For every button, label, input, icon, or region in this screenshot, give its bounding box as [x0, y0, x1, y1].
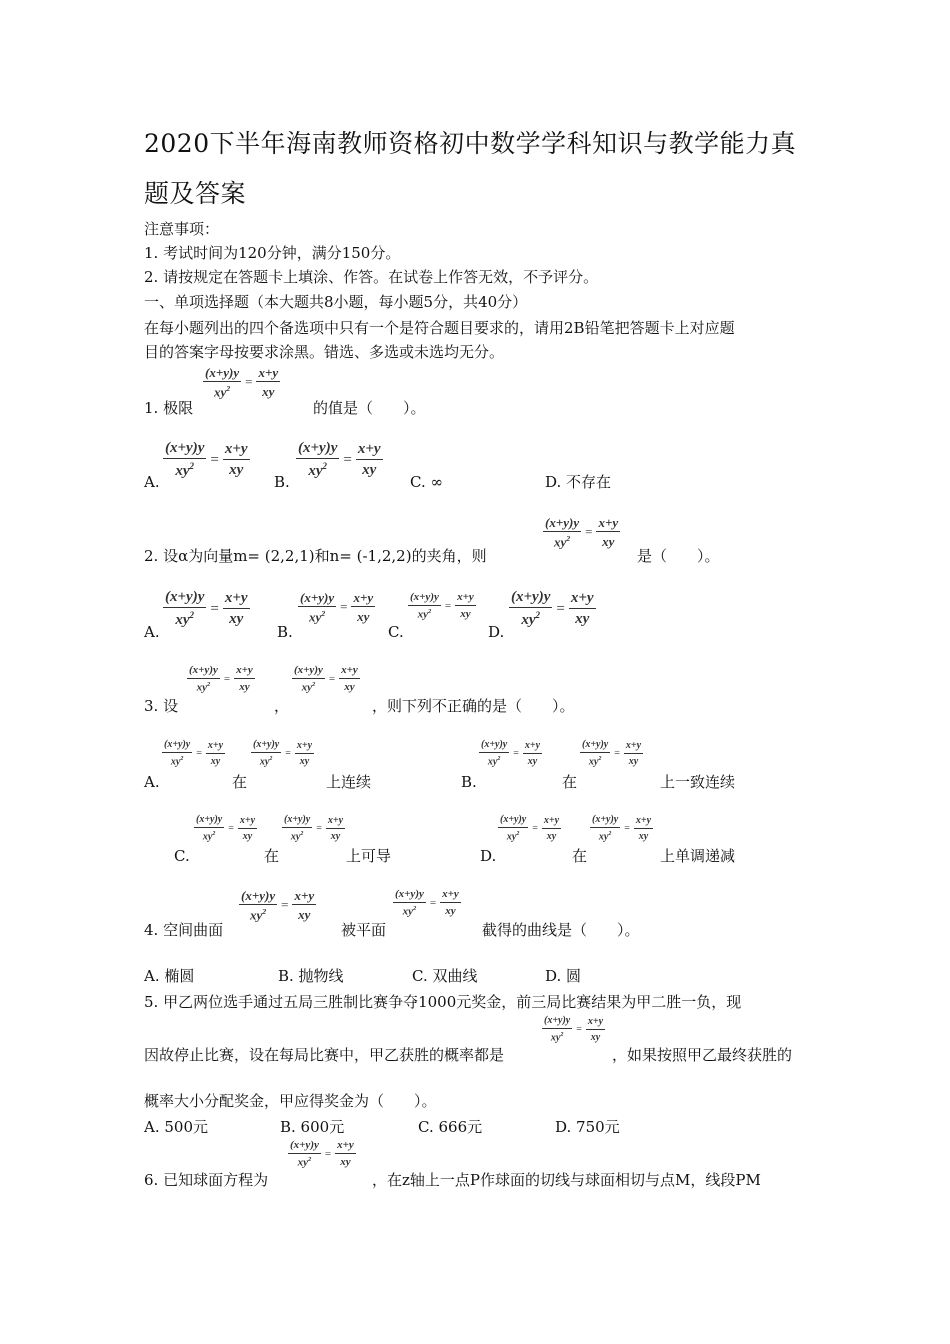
- formula-left-denominator: [197, 679, 211, 694]
- formula-right-fraction: [351, 591, 375, 623]
- formula-image: [239, 889, 316, 921]
- formula-image: [542, 1016, 605, 1043]
- formula-equals-sign: =: [585, 524, 593, 540]
- q2-stem: 2. 设α为向量m= (2,2,1)和n= (-1,2,2)的夹角，则: [144, 547, 487, 565]
- formula-right-fraction: [339, 665, 360, 693]
- q3-option-a-label: A.: [144, 773, 160, 791]
- formula-left-fraction: [288, 1140, 321, 1169]
- formula-right-fraction: [234, 665, 255, 693]
- formula-den-base: xy: [170, 756, 181, 768]
- formula-right-fraction: [223, 442, 250, 478]
- formula-right-fraction: [542, 816, 561, 842]
- formula-equals-sign: =: [223, 673, 231, 686]
- formula-left-numerator: (x+y)y: [498, 815, 528, 828]
- q2-option-b-label: B.: [277, 623, 293, 641]
- formula-left-numerator: (x+y)y: [545, 515, 580, 530]
- formula-right-denominator: xy: [299, 755, 310, 767]
- formula-right-denominator: xy: [210, 755, 221, 767]
- formula-image: [509, 590, 596, 628]
- formula-image: [162, 740, 225, 767]
- q3-option-b-label: B.: [461, 773, 477, 791]
- formula-left-denominator: [551, 1029, 563, 1043]
- formula-left-denominator: [250, 905, 266, 921]
- formula-image: [393, 889, 461, 918]
- formula-left-fraction: [187, 665, 220, 694]
- formula-left-numerator: (x+y)y: [163, 590, 206, 608]
- formula-left-denominator: [171, 753, 183, 767]
- formula-den-exponent: 2: [535, 610, 541, 620]
- formula-right-denominator: xy: [357, 609, 370, 625]
- q3-comma: ，: [274, 697, 290, 715]
- formula-equals-sign: =: [614, 748, 620, 760]
- formula-equals-sign: =: [444, 600, 452, 613]
- formula-right-numerator: x+y: [455, 592, 476, 606]
- formula-den-base: xy: [301, 681, 312, 694]
- formula-den-exponent: 2: [307, 1156, 312, 1163]
- formula-left-denominator: [175, 608, 194, 628]
- q4-stem: 4. 空间曲面: [144, 921, 224, 939]
- formula-right-numerator: x+y: [294, 888, 315, 904]
- formula-left-fraction: [498, 815, 528, 842]
- formula-right-denominator: xy: [527, 755, 538, 767]
- q4-stem-mid: 被平面: [341, 921, 387, 939]
- formula-den-exponent: 2: [497, 756, 501, 762]
- q5-line-2-start: 因故停止比赛，设在每局比赛中，甲乙获胜的概率都是: [144, 1046, 505, 1064]
- q1-option-b-label: B.: [274, 473, 290, 491]
- q1-stem: 1. 极限: [144, 399, 194, 417]
- formula-left-numerator: (x+y)y: [163, 441, 206, 459]
- q2-option-a-label: A.: [144, 623, 160, 641]
- formula-den-base: xy: [550, 1032, 561, 1044]
- formula-right-denominator: xy: [575, 611, 590, 627]
- q3-stem: 3. 设: [144, 697, 179, 715]
- formula-den-base: xy: [297, 1156, 308, 1169]
- formula-image: [251, 740, 314, 767]
- formula-right-numerator: x+y: [598, 515, 619, 531]
- formula-right-denominator: xy: [242, 830, 253, 842]
- formula-equals-sign: =: [228, 823, 234, 835]
- q3-option-c-in: 在: [264, 847, 280, 865]
- formula-right-numerator: x+y: [223, 591, 250, 609]
- q3-option-d-in: 在: [572, 847, 588, 865]
- formula-den-base: xy: [213, 384, 227, 400]
- formula-image: [288, 1140, 356, 1169]
- formula-right-denominator: xy: [344, 681, 355, 694]
- formula-left-denominator: [291, 828, 303, 842]
- formula-left-denominator: [203, 828, 215, 842]
- formula-left-denominator: [214, 382, 230, 398]
- formula-left-fraction: [239, 889, 277, 921]
- q5-line-1: 5. 甲乙两位选手通过五局三胜制比赛争夺1000元奖金，前三局比赛结果为甲二胜一负，现: [144, 993, 742, 1011]
- formula-left-fraction: [296, 441, 339, 479]
- formula-equals-sign: =: [324, 1148, 332, 1161]
- formula-image: [498, 815, 561, 842]
- formula-right-fraction: [238, 816, 257, 842]
- formula-image: [479, 740, 542, 767]
- formula-den-exponent: 2: [311, 681, 316, 688]
- formula-right-fraction: [335, 1140, 356, 1168]
- q3-option-d-tail: 上单调递减: [660, 847, 736, 865]
- formula-equals-sign: =: [210, 451, 219, 468]
- formula-right-denominator: xy: [239, 681, 250, 694]
- formula-left-denominator: [298, 1154, 312, 1169]
- formula-equals-sign: =: [556, 600, 565, 617]
- formula-left-numerator: (x+y)y: [509, 590, 552, 608]
- formula-left-fraction: [194, 815, 224, 842]
- formula-den-base: xy: [506, 831, 517, 843]
- formula-den-base: xy: [175, 463, 190, 479]
- q4-option-d: D. 圆: [545, 967, 582, 985]
- formula-equals-sign: =: [328, 673, 336, 686]
- q3-option-a-tail: 上连续: [326, 773, 372, 791]
- formula-left-fraction: [542, 1016, 572, 1043]
- formula-den-base: xy: [487, 756, 498, 768]
- q3-option-b-tail: 上一致连续: [660, 773, 736, 791]
- formula-left-denominator: [599, 828, 611, 842]
- formula-image: [163, 590, 250, 628]
- formula-den-base: xy: [417, 608, 428, 621]
- formula-left-numerator: (x+y)y: [542, 1016, 572, 1029]
- formula-left-numerator: (x+y)y: [205, 365, 240, 380]
- formula-left-numerator: (x+y)y: [187, 665, 220, 679]
- q6-stem: 6. 已知球面方程为: [144, 1171, 269, 1189]
- q6-stem-tail: ，在z轴上一点P作球面的切线与球面相切与点M，线段PM: [372, 1171, 761, 1189]
- formula-right-fraction: [523, 741, 542, 767]
- section-heading: 一、单项选择题（本大题共8小题，每小题5分，共40分）: [144, 293, 528, 311]
- formula-left-denominator: [418, 606, 432, 621]
- formula-right-numerator: x+y: [356, 442, 383, 460]
- formula-den-base: xy: [308, 609, 322, 625]
- formula-image: [296, 441, 383, 479]
- q1-option-c: C. ∞: [410, 473, 443, 491]
- formula-image: [282, 815, 345, 842]
- q3-option-a-in: 在: [232, 773, 248, 791]
- q5-option-b: B. 600元: [280, 1118, 345, 1136]
- formula-right-numerator: x+y: [238, 816, 257, 829]
- section-instruction-1: 在每小题列出的四个备选项中只有一个是符合题目要求的，请用2B铅笔把答题卡上对应题: [144, 319, 735, 337]
- formula-image: [203, 366, 280, 398]
- formula-den-exponent: 2: [321, 609, 326, 618]
- formula-den-base: xy: [196, 681, 207, 694]
- formula-image: [163, 441, 250, 479]
- formula-left-denominator: [175, 459, 194, 479]
- formula-right-fraction: [256, 366, 280, 398]
- formula-right-fraction: [295, 741, 314, 767]
- formula-image: [292, 665, 360, 694]
- formula-right-numerator: x+y: [326, 816, 345, 829]
- formula-den-exponent: 2: [566, 534, 571, 543]
- formula-right-denominator: xy: [602, 534, 615, 550]
- formula-den-exponent: 2: [598, 756, 602, 762]
- formula-equals-sign: =: [429, 897, 437, 910]
- formula-den-base: xy: [175, 612, 190, 628]
- q5-line-2-end: ，如果按照甲乙最终获胜的: [612, 1046, 793, 1064]
- q3-option-b-in: 在: [562, 773, 578, 791]
- q2-option-d-label: D.: [488, 623, 505, 641]
- formula-equals-sign: =: [343, 451, 352, 468]
- document-title-line1: 2020下半年海南教师资格初中数学学科知识与教学能力真: [144, 129, 797, 158]
- formula-right-denominator: xy: [330, 830, 341, 842]
- formula-left-fraction: [292, 665, 325, 694]
- formula-image: [187, 665, 255, 694]
- formula-left-fraction: [203, 366, 241, 398]
- formula-den-base: xy: [521, 612, 536, 628]
- formula-image: [298, 591, 375, 623]
- formula-den-exponent: 2: [269, 756, 273, 762]
- formula-left-numerator: (x+y)y: [393, 889, 426, 903]
- formula-den-exponent: 2: [189, 461, 195, 471]
- formula-left-denominator: [302, 679, 316, 694]
- formula-equals-sign: =: [210, 600, 219, 617]
- formula-left-numerator: (x+y)y: [251, 740, 281, 753]
- formula-right-fraction: [440, 889, 461, 917]
- document-title-line2: 题及答案: [144, 179, 247, 208]
- formula-left-fraction: [298, 591, 336, 623]
- formula-right-numerator: x+y: [223, 442, 250, 460]
- formula-left-numerator: (x+y)y: [408, 592, 441, 606]
- formula-left-denominator: [309, 607, 325, 623]
- formula-den-exponent: 2: [189, 610, 195, 620]
- q2-stem-tail: 是（ ）。: [637, 547, 720, 565]
- q1-option-d: D. 不存在: [545, 473, 612, 491]
- formula-right-denominator: xy: [445, 905, 456, 918]
- q3-option-c-tail: 上可导: [346, 847, 392, 865]
- formula-right-numerator: x+y: [523, 741, 542, 754]
- formula-den-exponent: 2: [180, 756, 184, 762]
- q5-option-c: C. 666元: [418, 1118, 483, 1136]
- notice-item-2: 2. 请按规定在答题卡上填涂、作答。在试卷上作答无效，不予评分。: [144, 268, 599, 286]
- q3-stem-tail: ，则下列不正确的是（ ）。: [372, 697, 575, 715]
- formula-equals-sign: =: [576, 1024, 582, 1036]
- q3-option-d-label: D.: [480, 847, 497, 865]
- formula-den-exponent: 2: [516, 831, 520, 837]
- q1-option-a-label: A.: [144, 473, 160, 491]
- formula-left-denominator: [589, 753, 601, 767]
- formula-den-exponent: 2: [322, 461, 328, 471]
- formula-left-numerator: (x+y)y: [590, 815, 620, 828]
- formula-right-numerator: x+y: [569, 591, 596, 609]
- q5-line-3: 概率大小分配奖金，甲应得奖金为（ ）。: [144, 1092, 437, 1110]
- formula-right-numerator: x+y: [295, 741, 314, 754]
- q3-option-c-label: C.: [174, 847, 190, 865]
- formula-den-exponent: 2: [300, 831, 304, 837]
- formula-den-base: xy: [290, 831, 301, 843]
- formula-left-fraction: [543, 516, 581, 548]
- formula-den-base: xy: [259, 756, 270, 768]
- formula-den-exponent: 2: [427, 608, 432, 615]
- formula-left-denominator: [488, 753, 500, 767]
- formula-equals-sign: =: [196, 748, 202, 760]
- formula-right-denominator: xy: [229, 611, 244, 627]
- formula-den-exponent: 2: [212, 831, 216, 837]
- formula-left-fraction: [479, 740, 509, 767]
- formula-left-numerator: (x+y)y: [282, 815, 312, 828]
- formula-equals-sign: =: [281, 897, 289, 913]
- formula-left-numerator: (x+y)y: [162, 740, 192, 753]
- formula-image: [543, 516, 620, 548]
- formula-left-fraction: [251, 740, 281, 767]
- formula-right-denominator: xy: [638, 830, 649, 842]
- formula-right-numerator: x+y: [542, 816, 561, 829]
- formula-right-fraction: [634, 816, 653, 842]
- formula-left-fraction: [282, 815, 312, 842]
- formula-equals-sign: =: [624, 823, 630, 835]
- formula-right-fraction: [596, 516, 620, 548]
- formula-left-fraction: [162, 740, 192, 767]
- formula-left-denominator: [521, 608, 540, 628]
- formula-equals-sign: =: [340, 599, 348, 615]
- formula-left-numerator: (x+y)y: [292, 665, 325, 679]
- formula-left-fraction: [163, 590, 206, 628]
- formula-left-denominator: [403, 903, 417, 918]
- notice-item-1: 1. 考试时间为120分钟，满分150分。: [144, 244, 401, 262]
- section-instruction-2: 目的答案字母按要求涂黑。错选、多选或未选均无分。: [144, 343, 505, 361]
- formula-image: [194, 815, 257, 842]
- notice-heading: 注意事项：: [144, 220, 220, 238]
- formula-right-numerator: x+y: [634, 816, 653, 829]
- formula-left-denominator: [260, 753, 272, 767]
- formula-left-numerator: (x+y)y: [296, 441, 339, 459]
- formula-right-numerator: x+y: [335, 1140, 356, 1154]
- formula-right-numerator: x+y: [206, 741, 225, 754]
- formula-equals-sign: =: [513, 748, 519, 760]
- formula-right-denominator: xy: [340, 1156, 351, 1169]
- q5-option-d: D. 750元: [555, 1118, 620, 1136]
- q4-option-b: B. 抛物线: [278, 967, 344, 985]
- q2-option-c-label: C.: [388, 623, 404, 641]
- formula-image: [408, 592, 476, 621]
- formula-den-exponent: 2: [206, 681, 211, 688]
- q4-option-a: A. 椭圆: [144, 967, 195, 985]
- formula-den-base: xy: [553, 534, 567, 550]
- formula-den-base: xy: [308, 463, 323, 479]
- formula-right-numerator: x+y: [339, 665, 360, 679]
- formula-left-numerator: (x+y)y: [241, 888, 276, 903]
- formula-right-numerator: x+y: [440, 889, 461, 903]
- formula-den-exponent: 2: [608, 831, 612, 837]
- formula-den-exponent: 2: [226, 384, 231, 393]
- formula-left-denominator: [554, 532, 570, 548]
- formula-right-fraction: [326, 816, 345, 842]
- formula-left-fraction: [163, 441, 206, 479]
- formula-den-base: xy: [588, 756, 599, 768]
- formula-left-fraction: [509, 590, 552, 628]
- formula-left-numerator: (x+y)y: [288, 1140, 321, 1154]
- formula-den-base: xy: [598, 831, 609, 843]
- formula-right-fraction: [624, 741, 643, 767]
- formula-equals-sign: =: [285, 748, 291, 760]
- formula-right-denominator: xy: [262, 384, 275, 400]
- formula-right-fraction: [206, 741, 225, 767]
- formula-equals-sign: =: [316, 823, 322, 835]
- formula-left-numerator: (x+y)y: [580, 740, 610, 753]
- formula-left-numerator: (x+y)y: [300, 590, 335, 605]
- formula-equals-sign: =: [245, 374, 253, 390]
- formula-left-denominator: [308, 459, 327, 479]
- formula-den-exponent: 2: [560, 1032, 564, 1038]
- formula-left-fraction: [590, 815, 620, 842]
- formula-right-numerator: x+y: [234, 665, 255, 679]
- formula-image: [580, 740, 643, 767]
- formula-left-fraction: [408, 592, 441, 621]
- formula-image: [590, 815, 653, 842]
- formula-right-denominator: xy: [546, 830, 557, 842]
- formula-right-fraction: [356, 442, 383, 478]
- formula-den-base: xy: [249, 907, 263, 923]
- formula-right-fraction: [223, 591, 250, 627]
- formula-right-fraction: [292, 889, 316, 921]
- q5-option-a: A. 500元: [144, 1118, 208, 1136]
- formula-right-denominator: xy: [590, 1031, 601, 1043]
- q4-stem-tail: 截得的曲线是（ ）。: [482, 921, 640, 939]
- formula-right-fraction: [586, 1017, 605, 1043]
- formula-right-numerator: x+y: [353, 590, 374, 606]
- formula-left-denominator: [507, 828, 519, 842]
- formula-den-base: xy: [202, 831, 213, 843]
- formula-den-exponent: 2: [262, 907, 267, 916]
- formula-equals-sign: =: [532, 823, 538, 835]
- formula-right-numerator: x+y: [586, 1017, 605, 1030]
- formula-right-numerator: x+y: [624, 741, 643, 754]
- formula-right-denominator: xy: [229, 462, 244, 478]
- formula-right-fraction: [569, 591, 596, 627]
- formula-left-numerator: (x+y)y: [194, 815, 224, 828]
- formula-left-numerator: (x+y)y: [479, 740, 509, 753]
- formula-right-denominator: xy: [460, 608, 471, 621]
- formula-right-denominator: xy: [628, 755, 639, 767]
- formula-den-exponent: 2: [412, 905, 417, 912]
- formula-right-fraction: [455, 592, 476, 620]
- formula-right-denominator: xy: [298, 907, 311, 923]
- q4-option-c: C. 双曲线: [412, 967, 478, 985]
- formula-right-denominator: xy: [362, 462, 377, 478]
- formula-left-fraction: [580, 740, 610, 767]
- q1-stem-tail: 的值是（ ）。: [313, 399, 426, 417]
- formula-left-fraction: [393, 889, 426, 918]
- formula-right-numerator: x+y: [258, 365, 279, 381]
- formula-den-base: xy: [402, 905, 413, 918]
